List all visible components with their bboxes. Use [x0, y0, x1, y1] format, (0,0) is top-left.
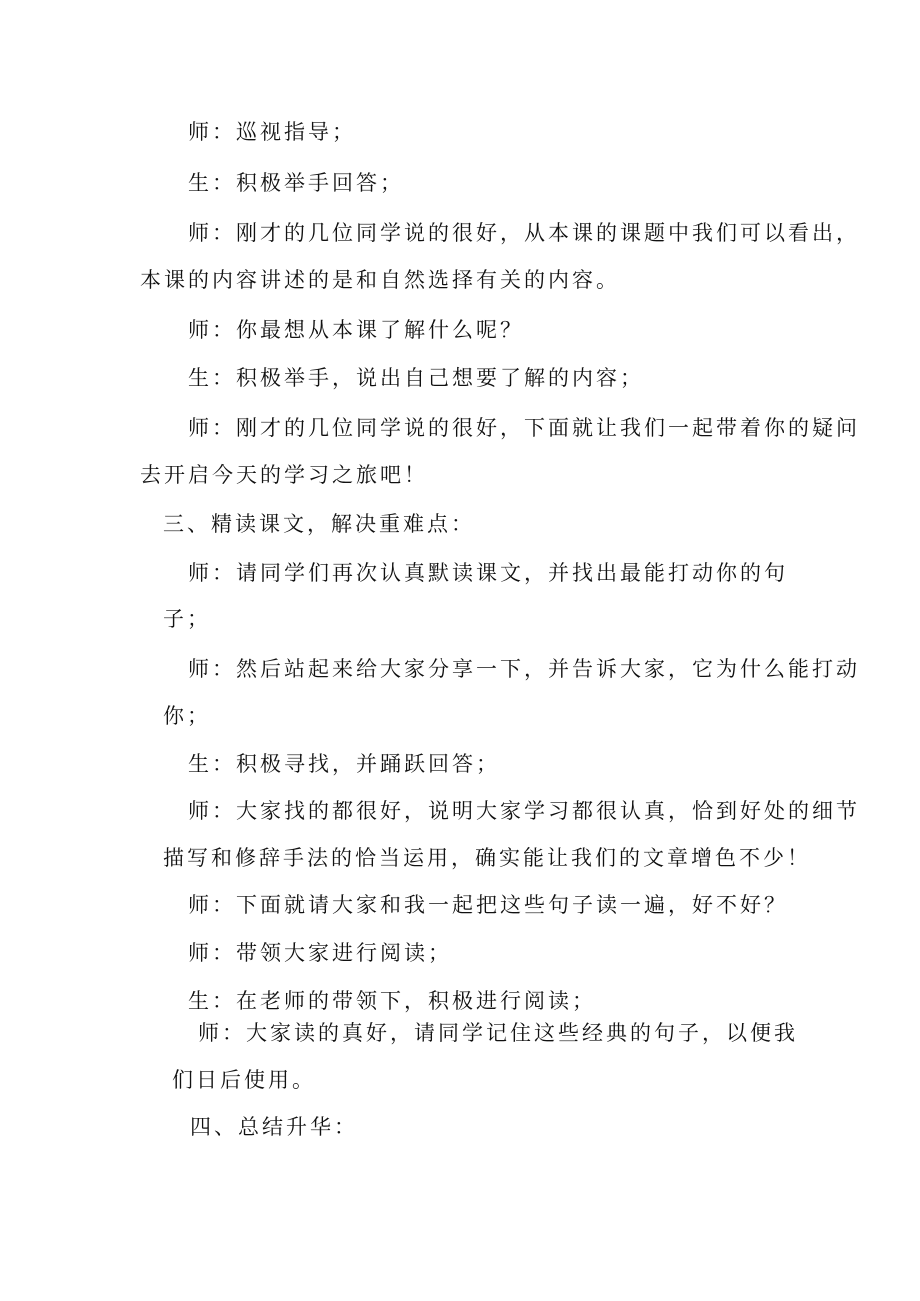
dialogue-line-teacher-praise-1: 师：刚才的几位同学说的很好，从本课的课题中我们可以看出， — [188, 221, 860, 245]
dialogue-line-teacher-share-cont: 你； — [163, 704, 211, 728]
dialogue-line-teacher-praise-3: 师：大家找的都很好，说明大家学习都很认真，恰到好处的细节 — [188, 799, 860, 823]
section-heading-four: 四、总结升华： — [190, 1115, 358, 1139]
dialogue-line-student-read: 生：在老师的带领下，积极进行阅读； — [188, 989, 596, 1013]
dialogue-line-teacher-praise-1-cont: 本课的内容讲述的是和自然选择有关的内容。 — [140, 268, 620, 292]
dialogue-line-teacher-patrol: 师：巡视指导； — [188, 120, 356, 144]
dialogue-line-student-search: 生：积极寻找，并踊跃回答； — [188, 752, 500, 776]
dialogue-line-student-answer: 生：积极举手，说出自己想要了解的内容； — [188, 366, 644, 390]
dialogue-line-teacher-praise-2-cont: 去开启今天的学习之旅吧！ — [140, 463, 428, 487]
dialogue-line-teacher-praise-3-cont: 描写和修辞手法的恰当运用，确实能让我们的文章增色不少！ — [163, 846, 811, 870]
dialogue-line-student-raise-hands: 生：积极举手回答； — [188, 171, 404, 195]
section-heading-three: 三、精读课文，解决重难点： — [163, 512, 475, 536]
dialogue-line-teacher-share: 师：然后站起来给大家分享一下，并告诉大家，它为什么能打动 — [188, 657, 860, 681]
dialogue-line-teacher-remember: 师：大家读的真好，请同学记住这些经典的句子，以便我 — [198, 1021, 798, 1045]
dialogue-line-teacher-remember-cont: 们日后使用。 — [172, 1068, 316, 1092]
dialogue-line-teacher-read: 师：请同学们再次认真默读课文，并找出最能打动你的句 — [188, 561, 788, 585]
dialogue-line-teacher-read-together: 师：下面就请大家和我一起把这些句子读一遍，好不好？ — [188, 893, 788, 917]
dialogue-line-teacher-lead: 师：带领大家进行阅读； — [188, 941, 452, 965]
dialogue-line-teacher-read-cont: 子； — [163, 607, 211, 631]
dialogue-line-teacher-question: 师：你最想从本课了解什么呢？ — [188, 318, 524, 342]
dialogue-line-teacher-praise-2: 师：刚才的几位同学说的很好，下面就让我们一起带着你的疑问 — [188, 416, 860, 440]
